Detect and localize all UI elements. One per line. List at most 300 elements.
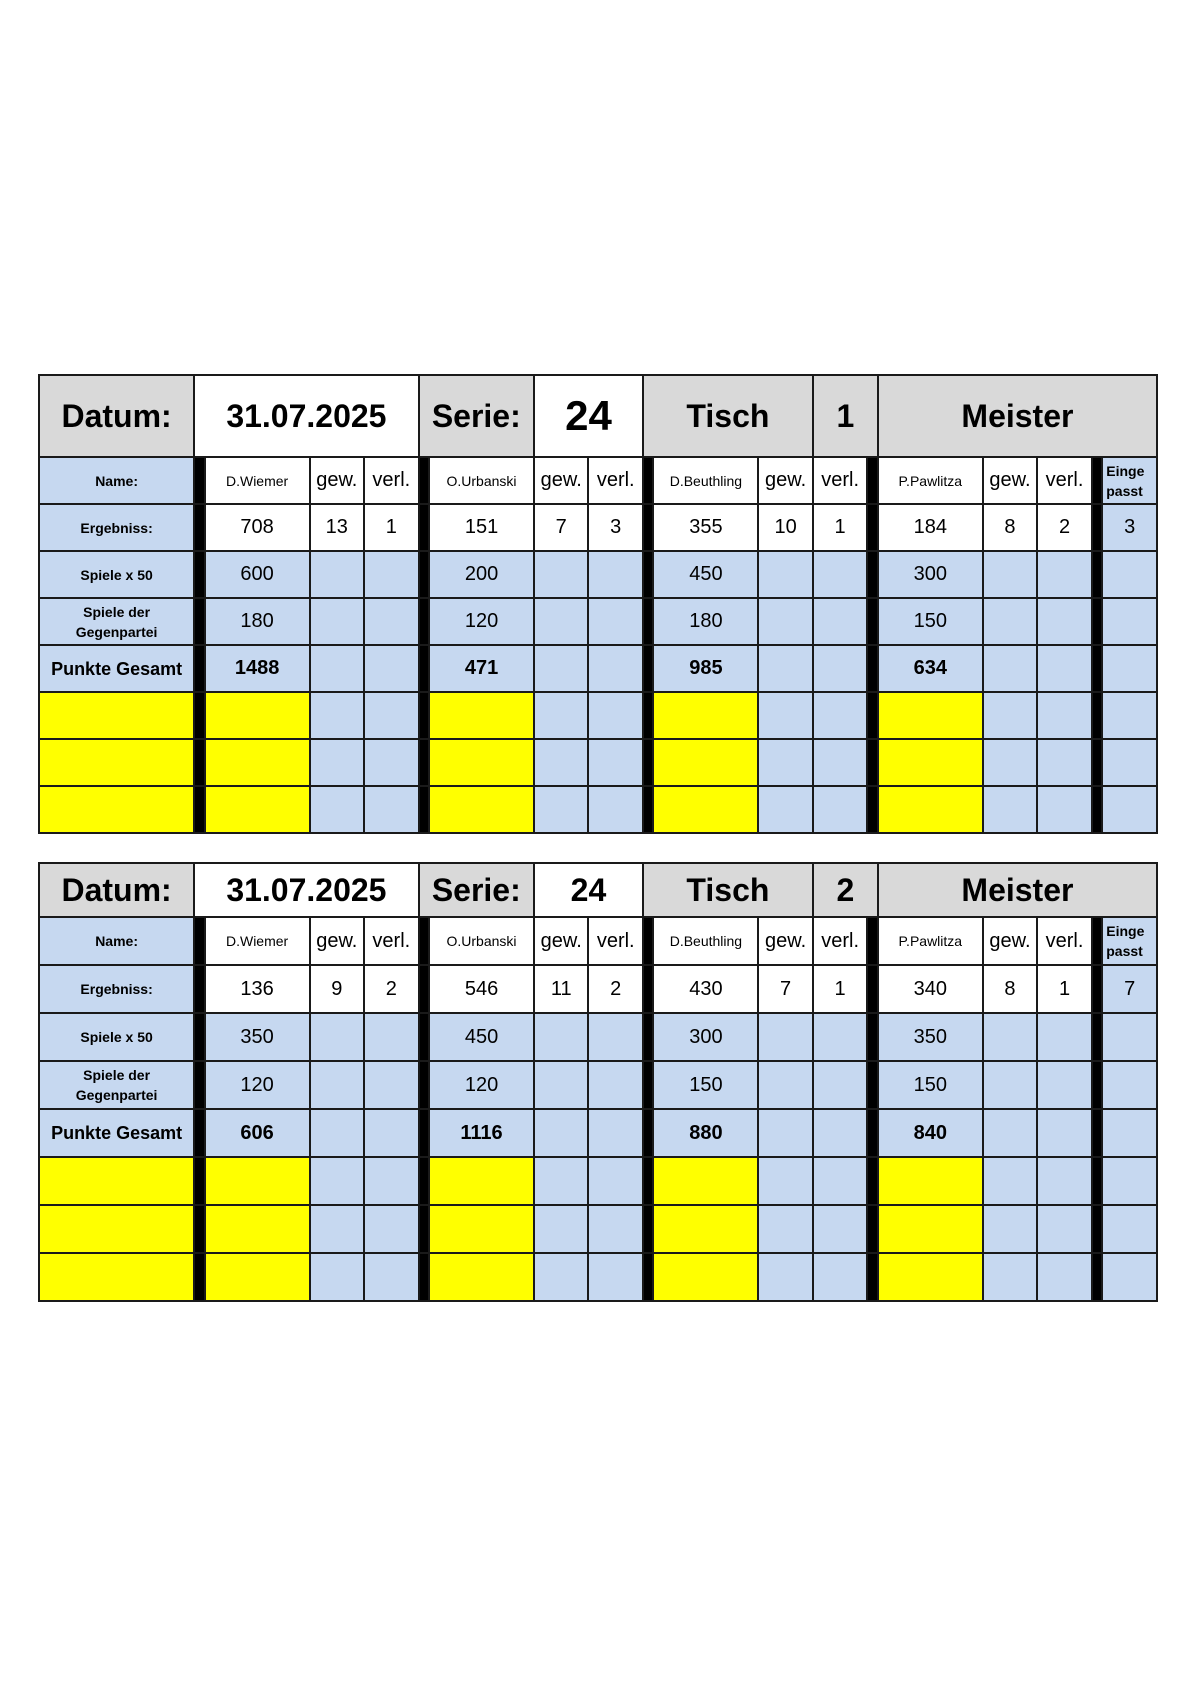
separator — [643, 551, 653, 598]
serie-label: Serie: — [419, 375, 534, 457]
serie-value: 24 — [534, 863, 643, 917]
separator — [867, 1205, 878, 1253]
separator — [419, 645, 429, 692]
separator — [1092, 457, 1102, 504]
player-name: D.Beuthling — [653, 917, 758, 965]
empty-cell — [364, 1157, 419, 1205]
empty-cell — [310, 1109, 365, 1157]
row-label-spiele-x50: Spiele x 50 — [39, 551, 194, 598]
separator — [867, 1061, 878, 1109]
separator — [194, 1109, 204, 1157]
separator — [419, 786, 429, 833]
table-row — [39, 739, 1157, 786]
empty-cell — [1037, 645, 1092, 692]
spiele-x50-value: 450 — [429, 1013, 534, 1061]
separator — [643, 598, 653, 645]
empty-cell — [588, 786, 643, 833]
empty-cell — [364, 598, 419, 645]
empty-cell — [310, 1157, 365, 1205]
separator — [1092, 504, 1102, 551]
empty-cell — [983, 1205, 1038, 1253]
gew-value: 8 — [983, 965, 1038, 1013]
gew-header: gew. — [758, 917, 813, 965]
separator — [1092, 786, 1102, 833]
empty-cell — [1037, 1061, 1092, 1109]
empty-cell — [534, 1157, 589, 1205]
empty-cell — [813, 1205, 868, 1253]
separator — [867, 457, 878, 504]
separator — [643, 1157, 653, 1205]
empty-cell — [39, 1205, 194, 1253]
separator — [194, 551, 204, 598]
table-row — [39, 786, 1157, 833]
gew-value: 10 — [758, 504, 813, 551]
empty-cell — [1037, 1013, 1092, 1061]
empty-cell — [983, 739, 1038, 786]
empty-cell — [310, 1253, 365, 1301]
empty-cell — [758, 1253, 813, 1301]
spiele-x50-value: 350 — [205, 1013, 310, 1061]
spiele-x50-value: 200 — [429, 551, 534, 598]
ergebnis-value: 136 — [205, 965, 310, 1013]
separator — [194, 739, 204, 786]
empty-cell — [758, 692, 813, 739]
separator — [867, 786, 878, 833]
verl-header: verl. — [813, 457, 868, 504]
gew-value: 9 — [310, 965, 365, 1013]
label-line: Einge — [1106, 462, 1145, 479]
gew-header: gew. — [310, 457, 365, 504]
table-row — [39, 692, 1157, 739]
empty-cell — [205, 1157, 310, 1205]
ergebnis-value: 355 — [653, 504, 758, 551]
separator — [194, 1061, 204, 1109]
separator — [643, 1109, 653, 1157]
table-row — [39, 1109, 1157, 1157]
empty-cell — [588, 1013, 643, 1061]
empty-cell — [534, 692, 589, 739]
verl-value: 3 — [588, 504, 643, 551]
spiele-x50-value: 450 — [653, 551, 758, 598]
table-row — [39, 1061, 1157, 1109]
empty-cell — [1102, 692, 1157, 739]
empty-cell — [588, 598, 643, 645]
empty-cell — [310, 598, 365, 645]
separator — [419, 1157, 429, 1205]
table-row — [39, 551, 1157, 598]
separator — [867, 504, 878, 551]
empty-cell — [983, 1157, 1038, 1205]
score-table — [38, 374, 1158, 834]
empty-cell — [364, 645, 419, 692]
separator — [194, 645, 204, 692]
empty-cell — [1037, 1205, 1092, 1253]
empty-cell — [878, 786, 983, 833]
empty-cell — [758, 1109, 813, 1157]
row-label-ergebniss: Ergebniss: — [39, 504, 194, 551]
separator — [1092, 1253, 1102, 1301]
eingepasst-label — [1102, 917, 1157, 965]
serie-value: 24 — [534, 375, 643, 457]
spiele-gegenpartei-value: 150 — [878, 598, 983, 645]
empty-cell — [534, 1109, 589, 1157]
empty-cell — [1037, 598, 1092, 645]
empty-cell — [878, 1157, 983, 1205]
spiele-gegenpartei-value: 180 — [205, 598, 310, 645]
separator — [643, 1253, 653, 1301]
empty-cell — [813, 1013, 868, 1061]
empty-cell — [1037, 1109, 1092, 1157]
separator — [194, 1157, 204, 1205]
empty-cell — [310, 692, 365, 739]
empty-cell — [310, 786, 365, 833]
ergebnis-value: 151 — [429, 504, 534, 551]
separator — [1092, 1013, 1102, 1061]
empty-cell — [39, 1157, 194, 1205]
empty-cell — [1037, 786, 1092, 833]
separator — [643, 739, 653, 786]
empty-cell — [534, 645, 589, 692]
empty-cell — [878, 1253, 983, 1301]
ergebnis-value: 184 — [878, 504, 983, 551]
empty-cell — [534, 1253, 589, 1301]
punkte-gesamt-value: 634 — [878, 645, 983, 692]
separator — [867, 551, 878, 598]
table-row — [39, 1013, 1157, 1061]
empty-cell — [758, 786, 813, 833]
spiele-x50-value: 600 — [205, 551, 310, 598]
verl-header: verl. — [1037, 917, 1092, 965]
separator — [194, 1013, 204, 1061]
separator — [643, 965, 653, 1013]
empty-cell — [653, 1157, 758, 1205]
empty-cell — [1102, 1109, 1157, 1157]
empty-cell — [205, 739, 310, 786]
empty-cell — [1102, 1061, 1157, 1109]
empty-cell — [653, 692, 758, 739]
punkte-gesamt-value: 471 — [429, 645, 534, 692]
separator — [419, 551, 429, 598]
empty-cell — [758, 1157, 813, 1205]
empty-cell — [983, 1109, 1038, 1157]
empty-cell — [534, 551, 589, 598]
empty-cell — [758, 598, 813, 645]
empty-cell — [653, 786, 758, 833]
verl-value: 2 — [364, 965, 419, 1013]
table-row — [39, 1205, 1157, 1253]
eingepasst-value: 3 — [1102, 504, 1157, 551]
empty-cell — [205, 692, 310, 739]
score-sheet-tisch-2 — [38, 862, 1158, 1302]
table-row — [39, 917, 1157, 965]
separator — [643, 457, 653, 504]
empty-cell — [205, 1253, 310, 1301]
empty-cell — [588, 1061, 643, 1109]
separator — [194, 692, 204, 739]
empty-cell — [310, 551, 365, 598]
separator — [419, 1109, 429, 1157]
separator — [419, 1253, 429, 1301]
empty-cell — [758, 1061, 813, 1109]
spiele-gegenpartei-value: 120 — [429, 1061, 534, 1109]
separator — [419, 965, 429, 1013]
empty-cell — [364, 692, 419, 739]
empty-cell — [534, 739, 589, 786]
empty-cell — [205, 1205, 310, 1253]
punkte-gesamt-value: 880 — [653, 1109, 758, 1157]
tisch-value: 2 — [813, 863, 878, 917]
separator — [867, 1157, 878, 1205]
verl-header: verl. — [364, 917, 419, 965]
gew-value: 13 — [310, 504, 365, 551]
empty-cell — [1102, 645, 1157, 692]
separator — [867, 739, 878, 786]
empty-cell — [983, 1061, 1038, 1109]
empty-cell — [429, 786, 534, 833]
empty-cell — [588, 1157, 643, 1205]
separator — [419, 598, 429, 645]
separator — [867, 645, 878, 692]
label-line: Spiele der — [83, 1067, 151, 1083]
empty-cell — [758, 739, 813, 786]
row-label-name: Name: — [39, 457, 194, 504]
score-table — [38, 862, 1158, 1302]
empty-cell — [364, 551, 419, 598]
player-name: D.Beuthling — [653, 457, 758, 504]
spiele-gegenpartei-value: 120 — [205, 1061, 310, 1109]
player-name: D.Wiemer — [205, 917, 310, 965]
serie-label: Serie: — [419, 863, 534, 917]
empty-cell — [588, 1109, 643, 1157]
punkte-gesamt-value: 1488 — [205, 645, 310, 692]
spiele-x50-value: 300 — [653, 1013, 758, 1061]
empty-cell — [1102, 551, 1157, 598]
empty-cell — [813, 1061, 868, 1109]
separator — [419, 1061, 429, 1109]
label-line: Gegenpartei — [75, 1087, 158, 1103]
empty-cell — [1037, 692, 1092, 739]
empty-cell — [534, 786, 589, 833]
gew-header: gew. — [983, 917, 1038, 965]
separator — [419, 1205, 429, 1253]
empty-cell — [1102, 1205, 1157, 1253]
empty-cell — [429, 1157, 534, 1205]
label-line: passt — [1106, 943, 1143, 959]
datum-label: Datum: — [39, 863, 194, 917]
meister-label: Meister — [878, 863, 1157, 917]
table-row — [39, 1253, 1157, 1301]
gew-header: gew. — [534, 457, 589, 504]
empty-cell — [205, 786, 310, 833]
spiele-x50-value: 300 — [878, 551, 983, 598]
separator — [194, 457, 204, 504]
empty-cell — [588, 1205, 643, 1253]
separator — [867, 692, 878, 739]
separator — [643, 645, 653, 692]
table-row — [39, 1157, 1157, 1205]
empty-cell — [983, 598, 1038, 645]
separator — [419, 504, 429, 551]
separator — [643, 786, 653, 833]
separator — [643, 1061, 653, 1109]
empty-cell — [39, 1253, 194, 1301]
separator — [1092, 1157, 1102, 1205]
row-label-spiele-der-gegenpartei — [39, 598, 194, 645]
separator — [194, 1253, 204, 1301]
table-row — [39, 598, 1157, 645]
separator — [867, 1253, 878, 1301]
punkte-gesamt-value: 606 — [205, 1109, 310, 1157]
empty-cell — [429, 692, 534, 739]
empty-cell — [429, 1205, 534, 1253]
separator — [867, 598, 878, 645]
player-name: P.Pawlitza — [878, 917, 983, 965]
empty-cell — [364, 1013, 419, 1061]
empty-cell — [364, 739, 419, 786]
separator — [867, 917, 878, 965]
empty-cell — [1037, 1253, 1092, 1301]
spiele-gegenpartei-value: 180 — [653, 598, 758, 645]
empty-cell — [1102, 739, 1157, 786]
separator — [1092, 965, 1102, 1013]
ergebnis-value: 546 — [429, 965, 534, 1013]
table-row — [39, 457, 1157, 504]
separator — [419, 692, 429, 739]
empty-cell — [813, 1157, 868, 1205]
gew-header: gew. — [758, 457, 813, 504]
empty-cell — [878, 739, 983, 786]
separator — [419, 1013, 429, 1061]
empty-cell — [364, 1109, 419, 1157]
gew-value: 11 — [534, 965, 589, 1013]
eingepasst-value: 7 — [1102, 965, 1157, 1013]
row-label-spiele-der-gegenpartei — [39, 1061, 194, 1109]
empty-cell — [1102, 1013, 1157, 1061]
empty-cell — [534, 1205, 589, 1253]
empty-cell — [983, 1013, 1038, 1061]
empty-cell — [983, 1253, 1038, 1301]
empty-cell — [310, 739, 365, 786]
verl-header: verl. — [364, 457, 419, 504]
verl-value: 1 — [813, 504, 868, 551]
separator — [419, 739, 429, 786]
separator — [194, 598, 204, 645]
punkte-gesamt-value: 985 — [653, 645, 758, 692]
empty-cell — [364, 786, 419, 833]
empty-cell — [813, 786, 868, 833]
empty-cell — [588, 1253, 643, 1301]
separator — [643, 692, 653, 739]
separator — [643, 917, 653, 965]
spiele-gegenpartei-value: 120 — [429, 598, 534, 645]
label-line: Gegenpartei — [75, 623, 158, 640]
verl-header: verl. — [588, 457, 643, 504]
empty-cell — [813, 598, 868, 645]
ergebnis-value: 430 — [653, 965, 758, 1013]
empty-cell — [39, 739, 194, 786]
empty-cell — [653, 739, 758, 786]
row-label-spiele-x50: Spiele x 50 — [39, 1013, 194, 1061]
verl-value: 1 — [1037, 965, 1092, 1013]
separator — [1092, 917, 1102, 965]
separator — [419, 917, 429, 965]
eingepasst-label — [1102, 457, 1157, 504]
empty-cell — [1102, 598, 1157, 645]
empty-cell — [983, 692, 1038, 739]
tisch-value: 1 — [813, 375, 878, 457]
row-label-name: Name: — [39, 917, 194, 965]
empty-cell — [429, 1253, 534, 1301]
score-sheet-tisch-1 — [38, 374, 1158, 834]
separator — [1092, 598, 1102, 645]
separator — [1092, 645, 1102, 692]
gew-value: 7 — [758, 965, 813, 1013]
verl-header: verl. — [588, 917, 643, 965]
label-line: passt — [1106, 482, 1143, 499]
empty-cell — [878, 1205, 983, 1253]
empty-cell — [758, 1205, 813, 1253]
player-name: D.Wiemer — [205, 457, 310, 504]
separator — [1092, 739, 1102, 786]
separator — [1092, 1109, 1102, 1157]
label-line: Einge — [1106, 923, 1145, 939]
verl-value: 2 — [588, 965, 643, 1013]
separator — [194, 504, 204, 551]
separator — [1092, 1205, 1102, 1253]
empty-cell — [310, 1205, 365, 1253]
player-name: O.Urbanski — [429, 917, 534, 965]
empty-cell — [653, 1205, 758, 1253]
empty-cell — [983, 551, 1038, 598]
empty-cell — [534, 1013, 589, 1061]
empty-cell — [310, 1013, 365, 1061]
ergebnis-value: 708 — [205, 504, 310, 551]
player-name: P.Pawlitza — [878, 457, 983, 504]
player-name: O.Urbanski — [429, 457, 534, 504]
verl-value: 1 — [813, 965, 868, 1013]
spiele-gegenpartei-value: 150 — [878, 1061, 983, 1109]
table-row — [39, 965, 1157, 1013]
separator — [194, 965, 204, 1013]
empty-cell — [813, 1109, 868, 1157]
empty-cell — [1037, 551, 1092, 598]
empty-cell — [364, 1061, 419, 1109]
empty-cell — [983, 786, 1038, 833]
gew-header: gew. — [310, 917, 365, 965]
empty-cell — [653, 1253, 758, 1301]
separator — [1092, 692, 1102, 739]
gew-header: gew. — [983, 457, 1038, 504]
spiele-gegenpartei-value: 150 — [653, 1061, 758, 1109]
gew-value: 7 — [534, 504, 589, 551]
empty-cell — [534, 598, 589, 645]
gew-value: 8 — [983, 504, 1038, 551]
separator — [194, 917, 204, 965]
empty-cell — [813, 692, 868, 739]
empty-cell — [39, 786, 194, 833]
verl-header: verl. — [813, 917, 868, 965]
empty-cell — [1102, 1253, 1157, 1301]
separator — [867, 965, 878, 1013]
empty-cell — [364, 1205, 419, 1253]
empty-cell — [813, 739, 868, 786]
row-label-punkte-gesamt: Punkte Gesamt — [39, 645, 194, 692]
empty-cell — [588, 551, 643, 598]
ergebnis-value: 340 — [878, 965, 983, 1013]
verl-header: verl. — [1037, 457, 1092, 504]
empty-cell — [588, 645, 643, 692]
table-row — [39, 504, 1157, 551]
